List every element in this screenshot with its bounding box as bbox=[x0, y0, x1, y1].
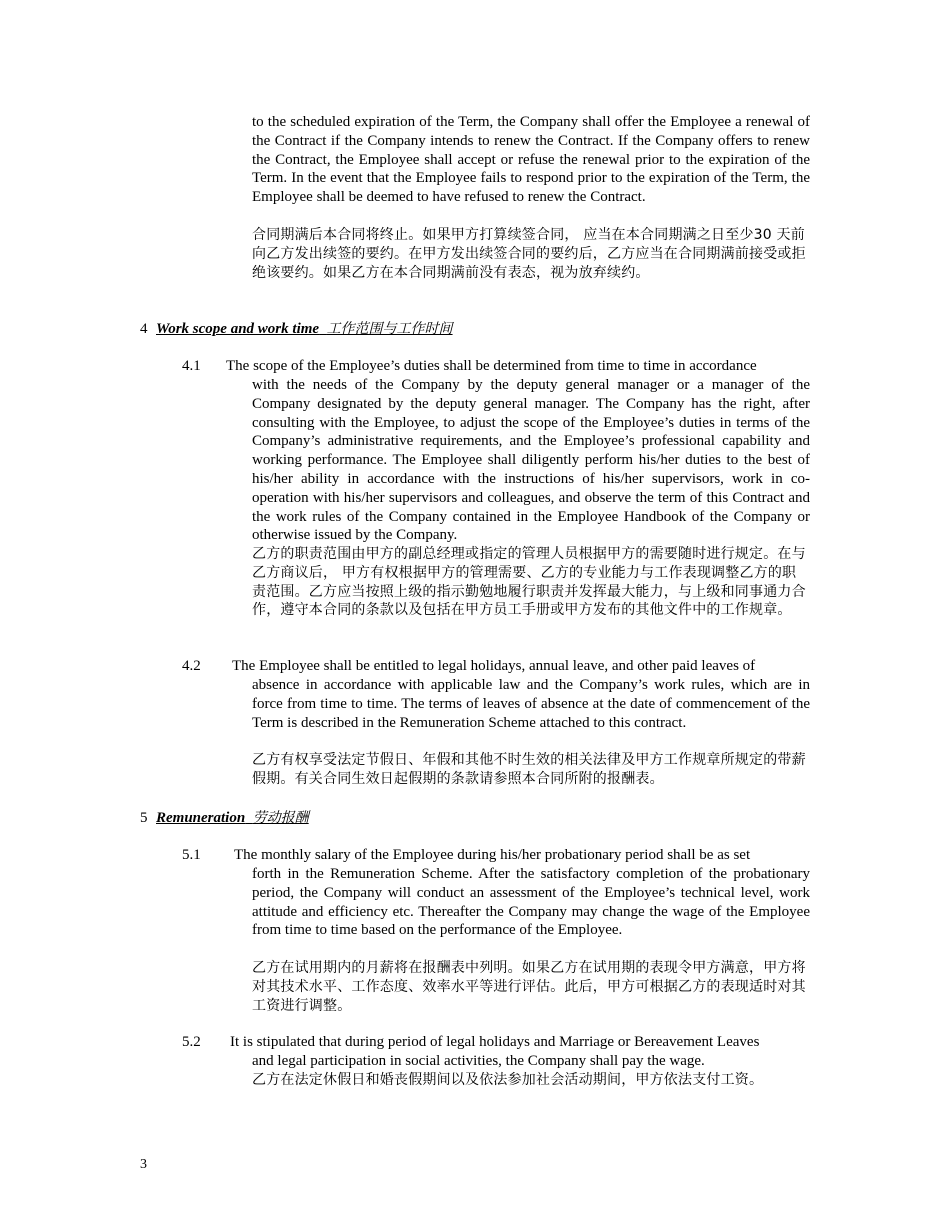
clause-5-2-first-line: It is stipulated that during period of legal holidays and Marriage or Bereavement Leaves bbox=[230, 1034, 760, 1050]
section-4-title-gap bbox=[319, 321, 327, 337]
clause-5-2-text-cn: 乙方在法定休假日和婚丧假期间以及依法参加社会活动期间，甲方依法支付工资。 bbox=[252, 1072, 764, 1088]
section-5-title-cn: 劳动报酬 bbox=[252, 810, 309, 826]
clause-4-2-text-en: absence in accordance with applicable law and the Company’s work rules, which are in force from time to time. The terms of leaves of absence at the date of commencement of the Term is described in the Remuneration Scheme attached to this contract. bbox=[252, 677, 810, 731]
clause-4-2-number: 4.2 bbox=[182, 658, 201, 674]
section-4-title: Work scope and work time bbox=[156, 321, 320, 337]
clause-5-1-text-cn: 乙方在试用期内的月薪将在报酬表中列明。如果乙方在试用期的表现令甲方满意，甲方将对其技术水平、工作态度、效率水平等进行评估。此后，甲方可根据乙方的表现适时对其工资进行调整。 bbox=[252, 960, 806, 1014]
clause-4-2-text-cn: 乙方有权享受法定节假日、年假和其他不时生效的相关法律及甲方工作规章所规定的带薪假期。有关合同生效日起假期的条款请参照本合同所附的报酬表。 bbox=[252, 752, 806, 787]
page-number: 3 bbox=[140, 1157, 147, 1172]
clause-5-1-first-line: The monthly salary of the Employee during his/her probationary period shall be as set bbox=[234, 847, 751, 863]
section-5-number: 5 bbox=[140, 810, 148, 826]
section-4-heading bbox=[140, 320, 453, 338]
clause-4-1-number: 4.1 bbox=[182, 358, 201, 374]
intro-paragraph-en: to the scheduled expiration of the Term, the Company shall offer the Employee a renewal of the Contract if the Company intends to renew the Contract. If the Company offers to renew the Contract, the Employee shall accept or refuse the renewal prior to the expiration of the Term. In the event that the Employee fails to respond prior to the expiration of the Term, the Employee shall be deemed to have refused to renew the Contract. bbox=[252, 114, 810, 206]
section-4-title-cn: 工作范围与工作时间 bbox=[326, 321, 453, 337]
clause-5-1-number: 5.1 bbox=[182, 847, 201, 863]
section-4-number: 4 bbox=[140, 321, 148, 337]
intro-paragraph-cn: 合同期满后本合同将终止。如果甲方打算续签合同， 应当在本合同期满之日至少30 天前向乙方发出续签的要约。在甲方发出续签合同的要约后，乙方应当在合同期满前接受或拒绝该要约。如果乙方在本合同期满前没有表态，视为放弃续约。 bbox=[252, 227, 806, 281]
section-5-heading bbox=[140, 809, 309, 827]
clause-5-1-text-en: forth in the Remuneration Scheme. After the satisfactory completion of the probationary period, the Company will conduct an assessment of the Employee’s technical level, work attitude and efficiency etc. Thereafter the Company may change the wage of the Employee from time to time based on the performance of the Employee. bbox=[252, 866, 810, 939]
clause-4-1-first-line: The scope of the Employee’s duties shall be determined from time to time in accordance bbox=[226, 358, 757, 374]
clause-5-2-text-en: and legal participation in social activities, the Company shall pay the wage. bbox=[252, 1053, 705, 1069]
section-5-title-gap bbox=[245, 810, 253, 826]
section-5-title: Remuneration bbox=[156, 810, 246, 826]
clause-4-1-text-cn: 乙方的职责范围由甲方的副总经理或指定的管理人员根据甲方的需要随时进行规定。在与乙方商议后， 甲方有权根据甲方的管理需要、乙方的专业能力与工作表现调整乙方的职责范围。乙方应当按照上级的指示勤勉地履行职责并发挥最大能力，与上级和同事通力合作，遵守本合同的条款以及包括在甲方员工手册或甲方发布的其他文件中的工作规章。 bbox=[252, 546, 806, 619]
clause-5-2-number: 5.2 bbox=[182, 1034, 201, 1050]
clause-4-1-text-en: with the needs of the Company by the deputy general manager or a manager of the Company designated by the deputy general manager. The Company has the right, after consulting with the Employee, to adjust the scope of the Employee’s duties in terms of the Company’s administrative requirements, and the Employee’s professional capability and working performance. The Employee shall diligently perform his/her duties to the best of his/her ability in accordance with the instructions of his/her supervisors, work in co-operation with his/her supervisors and colleagues, and observe the term of this Contract and the work rules of the Company contained in the Employee Handbook of the Company or otherwise issued by the Company. bbox=[252, 377, 810, 544]
clause-4-2-first-line: The Employee shall be entitled to legal holidays, annual leave, and other paid leaves of bbox=[232, 658, 756, 674]
